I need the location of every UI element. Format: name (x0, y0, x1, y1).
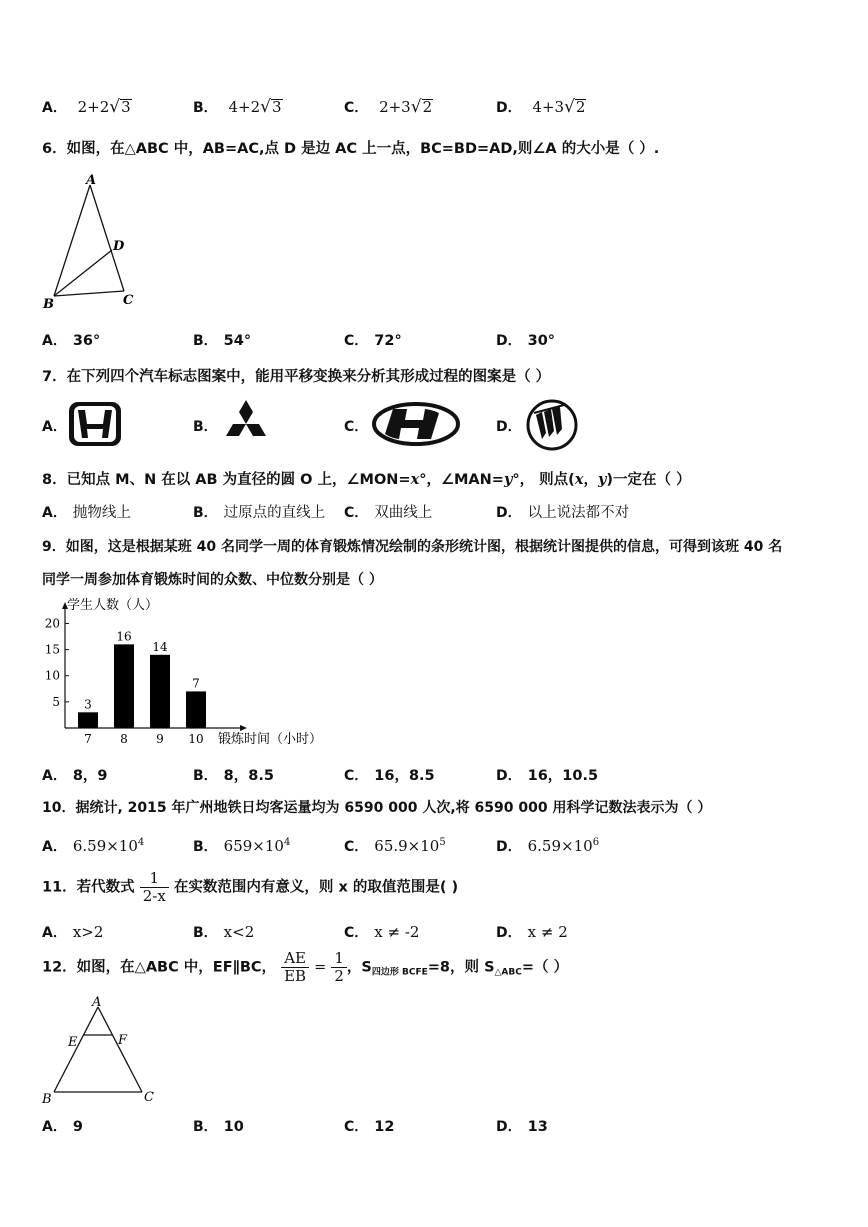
point-c-label: C (123, 293, 134, 308)
option-letter: C． (344, 768, 369, 784)
option-letter: C． (344, 333, 369, 349)
q7-option-b[interactable] (193, 416, 218, 436)
option-letter: D． (496, 925, 522, 941)
point-b-label: B (43, 297, 54, 312)
option-letter: A． (42, 100, 67, 116)
q7-option-d[interactable] (496, 416, 522, 436)
option-letter: B． (193, 768, 218, 784)
option-letter: C． (344, 100, 369, 116)
q10-option-d[interactable] (496, 836, 599, 856)
point-b-label: B (42, 1092, 52, 1107)
q12-option-c[interactable] (344, 1116, 394, 1136)
hyundai-logo-icon (371, 401, 461, 447)
x-tick-label: 10 (188, 732, 204, 746)
q8-option-d[interactable] (496, 501, 629, 522)
q5-option-a[interactable] (42, 97, 132, 117)
option-prefix: 2+2 (77, 98, 110, 116)
q7-option-c[interactable] (344, 416, 368, 436)
y-tick-label: 5 (52, 694, 60, 709)
equals-sign: = (314, 959, 327, 976)
q11-option-b[interactable] (193, 922, 254, 942)
option-letter: B． (193, 839, 218, 855)
option-letter: C． (344, 505, 369, 521)
y-axis-label: 学生人数（人） (67, 598, 159, 613)
stem-text: ，S (346, 959, 372, 976)
mitsubishi-logo-icon (218, 398, 274, 448)
fraction-ae-eb (281, 950, 309, 985)
option-letter: C． (344, 925, 369, 941)
option-text: 36° (72, 333, 101, 349)
x-tick-label: 9 (156, 732, 164, 746)
option-letter: B． (193, 419, 218, 435)
q9-stem-line1: 9．如图，这是根据某班 40 名同学一周的体育锻炼情况绘制的条形统计图，根据统计图提供的信息，可得到该班 40 名 (42, 539, 783, 555)
option-text: 以上说法都不对 (527, 505, 630, 521)
q5-option-b[interactable] (193, 97, 283, 117)
q6-option-d[interactable] (496, 330, 555, 350)
radicand: 3 (121, 98, 131, 116)
q6-option-a[interactable] (42, 330, 100, 350)
option-text: 30° (527, 333, 556, 349)
option-text: 双曲线上 (374, 505, 433, 521)
point-y: y (597, 471, 607, 488)
option-text: x ≠ -2 (374, 923, 420, 941)
q10-option-a[interactable] (42, 836, 144, 856)
segment-bc (54, 291, 124, 296)
option-value (532, 98, 586, 116)
fraction-denominator: EB (284, 967, 307, 985)
bar-data-label: 14 (152, 639, 168, 654)
sqrt-sign: √ (564, 97, 575, 117)
point-c-label: C (144, 1090, 154, 1105)
option-text: 13 (527, 1119, 548, 1135)
option-text: x ≠ 2 (527, 923, 568, 941)
radicand: 3 (271, 98, 282, 116)
buick-logo-icon (524, 399, 580, 451)
option-letter: A． (42, 419, 67, 435)
segment-ac (98, 1007, 142, 1092)
option-text: x>2 (72, 923, 104, 941)
option-base: 6.59×10 (72, 837, 138, 855)
option-letter: D． (496, 505, 522, 521)
fraction-numerator: 1 (331, 950, 347, 968)
option-value (228, 98, 282, 116)
fraction (140, 870, 169, 905)
q8-option-a[interactable] (42, 501, 131, 522)
honda-logo-icon (66, 400, 124, 448)
segment-ab (54, 185, 90, 296)
y-tick-label: 10 (44, 668, 60, 683)
q9-bar-chart (30, 593, 340, 755)
option-letter: C． (344, 839, 369, 855)
segment-ac (90, 185, 124, 291)
option-base: 6.59×10 (527, 837, 593, 855)
stem-text: ， (583, 472, 598, 488)
q9-option-b[interactable] (193, 764, 274, 785)
q12-option-a[interactable] (42, 1116, 83, 1136)
x-tick-label: 8 (120, 732, 128, 746)
chart-bars (78, 644, 206, 728)
q9-option-d[interactable] (496, 764, 598, 785)
subscript-triangle: △ABC (494, 967, 522, 978)
stem-text: °， 则点( (512, 472, 575, 488)
stem-text: =（ ） (521, 959, 569, 976)
q9-option-a[interactable] (42, 764, 108, 785)
option-letter: B． (193, 925, 218, 941)
var-x: x (410, 471, 420, 488)
sqrt-sign: √ (109, 97, 121, 117)
sqrt-sign: √ (410, 97, 422, 117)
point-x: x (574, 471, 584, 488)
q5-option-c[interactable] (344, 97, 433, 117)
stem-text: =8，则 S (427, 959, 495, 976)
x-tick-label: 7 (84, 732, 92, 746)
bar-8 (114, 644, 134, 728)
fraction-numerator: 1 (140, 870, 169, 888)
q12-option-d[interactable] (496, 1116, 548, 1136)
option-letter: D． (496, 333, 522, 349)
q7-option-a[interactable] (42, 416, 67, 436)
radicand: 2 (575, 98, 586, 116)
option-letter: C． (344, 1119, 369, 1135)
q12-triangle-figure (38, 993, 168, 1108)
q12-option-b[interactable] (193, 1116, 244, 1136)
x-axis-label: 锻炼时间（小时） (218, 732, 323, 747)
q9-option-c[interactable] (344, 764, 435, 785)
option-prefix: 2+3 (379, 98, 411, 116)
option-letter: A． (42, 333, 67, 349)
x-axis-arrow (240, 725, 247, 731)
bar-7 (78, 712, 98, 728)
segment-bd (54, 250, 112, 296)
option-text: 过原点的直线上 (223, 505, 326, 521)
option-text: 9 (72, 1119, 83, 1135)
option-letter: D． (496, 768, 522, 784)
option-text: x<2 (223, 923, 255, 941)
q8-option-c[interactable] (344, 501, 432, 522)
fraction-one-half (331, 950, 347, 985)
y-tick-label: 20 (44, 616, 60, 631)
q7-stem: 7．在下列四个汽车标志图案中，能用平移变换来分析其形成过程的图案是（ ） (42, 369, 551, 385)
option-letter: A． (42, 839, 67, 855)
option-text: 抛物线上 (72, 505, 131, 521)
option-letter: D． (496, 419, 522, 435)
q10-stem: 10．据统计, 2015 年广州地铁日均客运量均为 6590 000 人次,将 6590 000 用科学记数法表示为（ ） (42, 800, 712, 816)
bar-data-label: 7 (192, 676, 200, 691)
option-base: 659×10 (223, 837, 284, 855)
q5-option-d[interactable] (496, 97, 586, 117)
q11-option-c[interactable] (344, 922, 419, 942)
option-text: 16，8.5 (374, 768, 435, 784)
option-letter: B． (193, 505, 218, 521)
q6-triangle-figure (38, 172, 148, 312)
option-letter: B． (193, 100, 218, 116)
y-tick-label: 15 (44, 642, 60, 657)
option-exponent: 4 (283, 837, 291, 848)
bar-data-label: 16 (116, 629, 132, 644)
point-a-label: A (86, 173, 97, 188)
stem-text: 在实数范围内有意义，则 x 的取值范围是( ) (173, 879, 459, 896)
fraction-denominator: 2 (334, 967, 344, 985)
q6-option-c[interactable] (344, 330, 402, 350)
point-f-label: F (118, 1033, 128, 1048)
option-letter: A． (42, 1119, 67, 1135)
option-exponent: 5 (439, 837, 446, 848)
q6-option-b[interactable] (193, 330, 251, 350)
bar-10 (186, 691, 206, 728)
bar-9 (150, 655, 170, 728)
option-letter: B． (193, 333, 218, 349)
point-e-label: E (68, 1035, 78, 1050)
option-prefix: 4+3 (532, 98, 565, 116)
option-text: 10 (223, 1119, 244, 1135)
option-letter: D． (496, 1119, 522, 1135)
q11-option-a[interactable] (42, 922, 103, 942)
option-value (379, 98, 433, 116)
option-letter: C． (344, 419, 369, 435)
fraction-numerator: AE (281, 950, 309, 968)
option-text: 8，8.5 (223, 768, 274, 784)
q11-option-d[interactable] (496, 922, 568, 942)
bar-data-label: 3 (84, 697, 92, 712)
option-text: 12 (374, 1119, 395, 1135)
option-exponent: 6 (592, 837, 600, 848)
stem-text: 12．如图，在△ABC 中，EF∥BC， (42, 959, 277, 976)
q10-option-c[interactable] (344, 836, 446, 856)
q8-option-b[interactable] (193, 501, 325, 522)
radicand: 2 (422, 98, 433, 116)
option-value (78, 98, 132, 116)
option-base: 65.9×10 (374, 837, 440, 855)
q10-option-b[interactable] (193, 836, 290, 856)
var-y: y (503, 471, 513, 488)
option-prefix: 4+2 (228, 98, 261, 116)
q8-stem (42, 468, 691, 489)
option-text: 8，9 (72, 768, 108, 784)
option-letter: B． (193, 1119, 218, 1135)
option-letter: D． (496, 100, 522, 116)
q6-stem: 6．如图，在△ABC 中，AB=AC,点 D 是边 AC 上一点，BC=BD=AD,则∠A 的大小是（ ）. (42, 141, 660, 157)
q11-stem (42, 870, 458, 905)
q9-stem-line2: 同学一周参加体育锻炼时间的众数、中位数分别是（ ） (42, 572, 383, 588)
option-text: 16，10.5 (527, 768, 599, 784)
option-letter: A． (42, 925, 67, 941)
stem-text: 11．若代数式 (42, 879, 135, 896)
point-a-label: A (92, 995, 102, 1010)
stem-text: °，∠MAN= (419, 472, 504, 488)
point-d-label: D (113, 239, 125, 254)
stem-text: 8．已知点 M、N 在以 AB 为直径的圆 O 上，∠MON= (42, 472, 411, 488)
subscript-quadrilateral: 四边形 BCFE (371, 967, 428, 978)
stem-text: )一定在（ ） (606, 472, 691, 488)
fraction-denominator: 2-x (142, 887, 166, 905)
option-letter: A． (42, 768, 67, 784)
q12-stem (42, 950, 568, 985)
option-exponent: 4 (137, 837, 145, 848)
option-text: 54° (223, 333, 252, 349)
option-text: 72° (374, 333, 402, 349)
sqrt-sign: √ (260, 97, 271, 117)
option-letter: D． (496, 839, 522, 855)
option-letter: A． (42, 505, 67, 521)
